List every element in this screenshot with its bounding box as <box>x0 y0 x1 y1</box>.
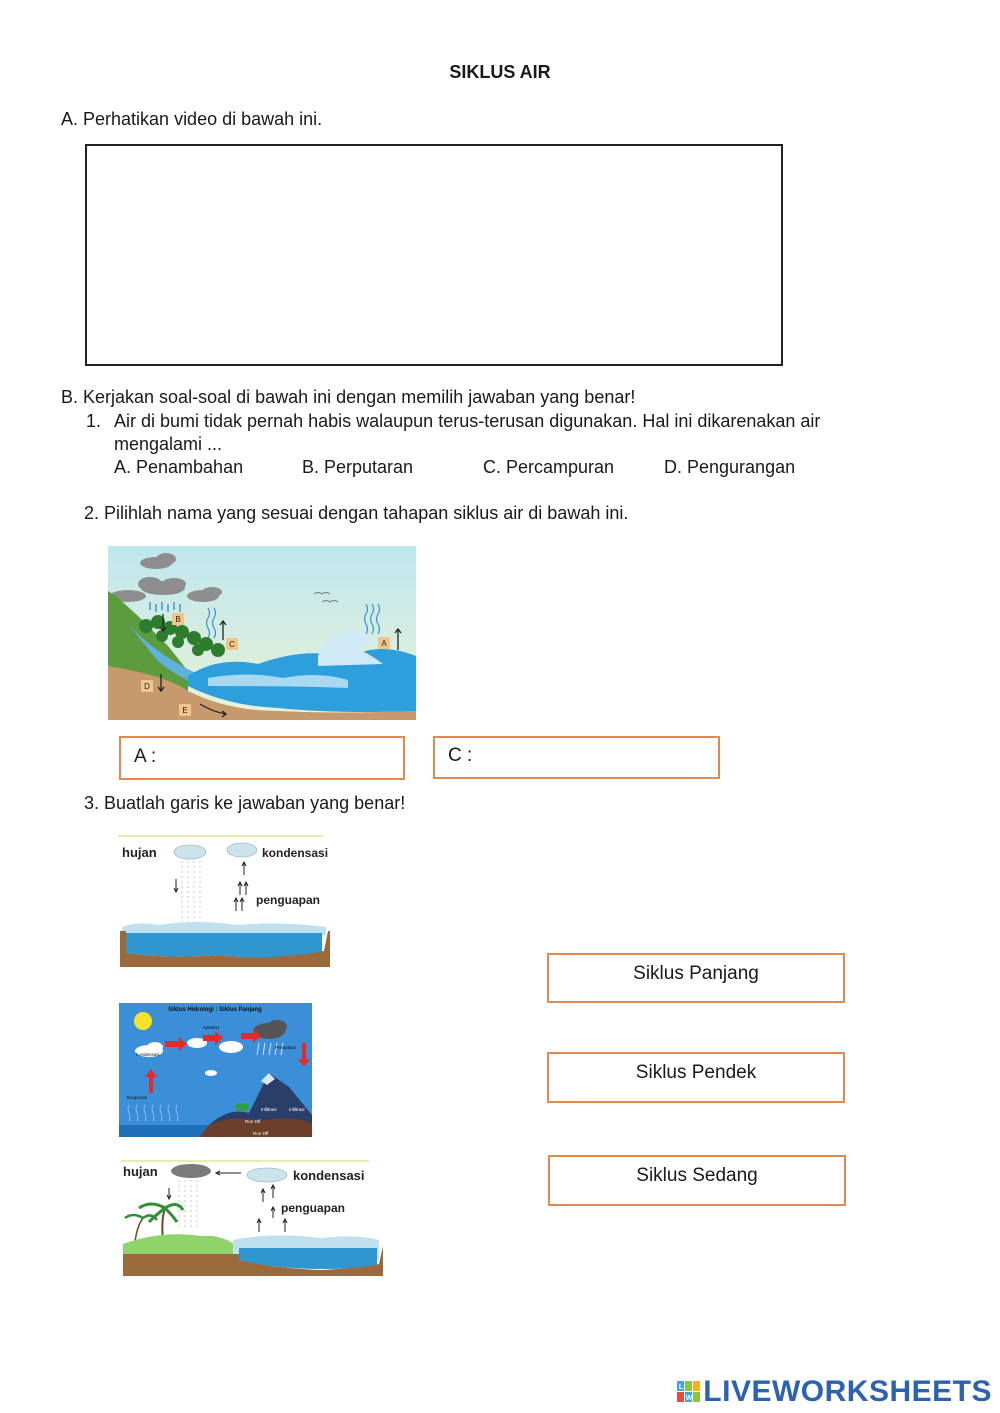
q1-text-line1: Air di bumi tidak pernah habis walaupun terus-terusan digunakan. Hal ini dikarenakan air <box>114 411 821 431</box>
cycle-image-2-svg <box>119 1003 312 1137</box>
img2-label-adveksi: Adveksi <box>203 1025 219 1030</box>
img3-label-hujan: hujan <box>123 1164 158 1179</box>
q1-option-a[interactable]: A. Penambahan <box>114 457 244 477</box>
section-b-instruction: B. Kerjakan soal-soal di bawah ini dengan memilih jawaban yang benar! <box>61 387 636 407</box>
q1-option-b[interactable]: B. Perputaran <box>302 457 414 477</box>
storm-cloud-icon <box>171 1164 211 1178</box>
img3-label-kondensasi: kondensasi <box>293 1168 365 1183</box>
cycle-image-3 <box>121 1160 383 1278</box>
answer-field-c[interactable] <box>433 736 720 779</box>
img2-title: Siklus Hidrologi : Siklus Panjang <box>168 1007 262 1013</box>
answer-field-a[interactable] <box>119 736 405 780</box>
img2-label-infiltrasi-2: Infiltrasi <box>289 1107 305 1112</box>
sun-icon <box>134 1012 152 1030</box>
water-cycle-diagram <box>108 546 416 720</box>
img2-label-presipitasi: Presipitasi <box>275 1045 296 1050</box>
liveworksheets-logo <box>677 1375 992 1409</box>
q1-text-line2: mengalami ... <box>114 434 223 454</box>
water-cycle-diagram-svg <box>108 546 416 720</box>
img2-label-runoff-1: Run Off <box>245 1119 261 1124</box>
sea <box>126 933 322 958</box>
section-a-instruction: A. Perhatikan video di bawah ini. <box>61 109 323 129</box>
img1-label-hujan: hujan <box>122 845 157 860</box>
cloud-icon <box>247 1168 287 1182</box>
stage-label-c: C <box>229 640 235 649</box>
cycle-image-1-svg <box>118 835 330 971</box>
stage-label-b: B <box>175 615 181 624</box>
cycle-image-3-svg <box>121 1160 383 1278</box>
q1-option-d[interactable]: D. Pengurangan <box>664 457 796 477</box>
cycle-image-1 <box>118 835 330 971</box>
img2-label-runoff-2: Run Off <box>253 1131 269 1136</box>
answer-label-a: A : <box>134 746 157 767</box>
logo-text: LIVEWORKSHEETS <box>703 1375 992 1408</box>
choice-siklus-pendek[interactable]: Siklus Pendek <box>547 1052 845 1103</box>
logo-icon-letter-w: W <box>685 1395 693 1402</box>
video-placeholder[interactable] <box>85 144 783 366</box>
q1-number: 1. <box>86 411 102 431</box>
logo-icon-letter-l: L <box>679 1384 684 1391</box>
img1-label-penguapan: penguapan <box>256 893 321 907</box>
img2-label-kondensasi: Kondensasi <box>136 1052 160 1057</box>
page-title: SIKLUS AIR <box>449 62 551 82</box>
liveworksheets-logo-icon <box>677 1381 701 1403</box>
img3-label-penguapan: penguapan <box>281 1201 346 1215</box>
img2-label-infiltrasi-1: Infiltrasi <box>261 1107 277 1112</box>
img1-label-kondensasi: kondensasi <box>262 846 329 860</box>
q3-text: 3. Buatlah garis ke jawaban yang benar! <box>84 793 406 813</box>
stage-label-e: E <box>182 706 188 715</box>
choice-siklus-sedang[interactable]: Siklus Sedang <box>548 1155 846 1206</box>
answer-label-c: C : <box>448 745 473 766</box>
q2-text: 2. Pilihlah nama yang sesuai dengan tahapan siklus air di bawah ini. <box>84 503 629 523</box>
stage-label-a: A <box>381 639 387 648</box>
stage-label-d: D <box>144 682 150 691</box>
cycle-image-2 <box>119 1003 312 1137</box>
q1-option-c[interactable]: C. Percampuran <box>483 457 615 477</box>
img2-label-evaporasi: Evaporasi <box>127 1095 148 1100</box>
choice-siklus-panjang[interactable]: Siklus Panjang <box>547 953 845 1003</box>
